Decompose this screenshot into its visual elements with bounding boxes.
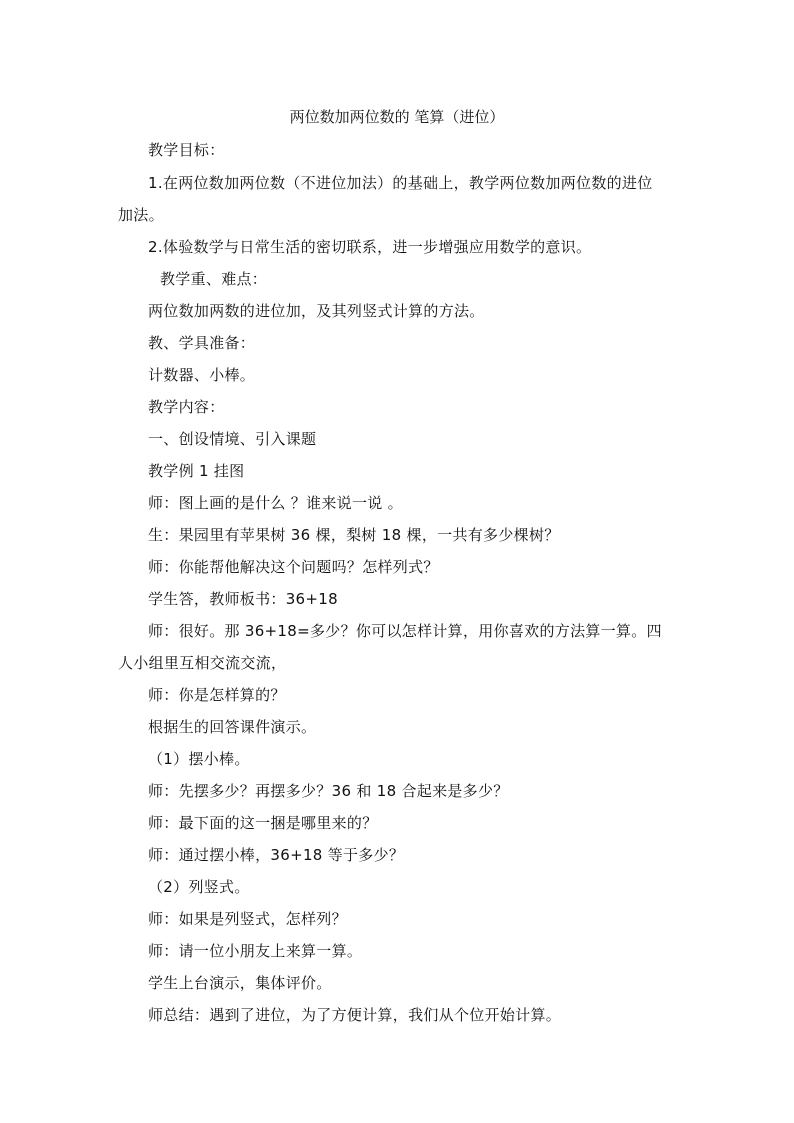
text-line: 教学例 1 挂图	[148, 462, 245, 480]
text-line: 师：很好。那 36+18=多少？你可以怎样计算，用你喜欢的方法算一算。四	[148, 622, 662, 640]
text-line: 师：通过摆小棒，36+18 等于多少？	[148, 846, 405, 864]
text-line: 2.体验数学与日常生活的密切联系，进一步增强应用数学的意识。	[148, 238, 592, 256]
text-line: （1）摆小棒。	[148, 750, 250, 768]
text-line: 一、创设情境、引入课题	[148, 430, 317, 448]
text-line: 教学重、难点：	[160, 270, 268, 288]
text-line: 师：图上画的是什么 ？谁来说一说 。	[148, 494, 403, 512]
text-line: 生：果园里有苹果树 36 棵，梨树 18 棵，一共有多少棵树？	[148, 526, 560, 544]
text-line: 师总结：遇到了进位，为了方便计算，我们从个位开始计算。	[148, 1006, 562, 1024]
text-line: 学生答，教师板书：36+18	[148, 590, 338, 608]
text-line: 教、学具准备：	[148, 334, 256, 352]
text-line: 师：先摆多少？再摆多少？36 和 18 合起来是多少？	[148, 782, 509, 800]
text-line: 师：如果是列竖式，怎样列？	[148, 910, 347, 928]
text-line: 师：请一位小朋友上来算一算。	[148, 942, 363, 960]
text-line: 师：最下面的这一捆是哪里来的？	[148, 814, 378, 832]
text-line: 学生上台演示，集体评价。	[148, 974, 332, 992]
text-line: 教学目标：	[148, 141, 225, 159]
text-line: 1.在两位数加两位数（不进位加法）的基础上，教学两位数加两位数的进位	[148, 174, 653, 192]
text-line: 计数器、小棒。	[148, 366, 256, 384]
document-title: 两位数加两位数的 笔算（进位）	[289, 108, 505, 126]
text-line: 师：你是怎样算的？	[148, 686, 286, 704]
text-line: （2）列竖式。	[148, 878, 250, 896]
text-line: 人小组里互相交流交流，	[118, 654, 287, 672]
text-line: 教学内容：	[148, 398, 225, 416]
text-line: 两位数加两数的进位加，及其列竖式计算的方法。	[148, 302, 485, 320]
text-line: 师：你能帮他解决这个问题吗？怎样列式？	[148, 558, 439, 576]
text-line: 加法。	[118, 206, 164, 224]
text-line: 根据生的回答课件演示。	[148, 718, 317, 736]
